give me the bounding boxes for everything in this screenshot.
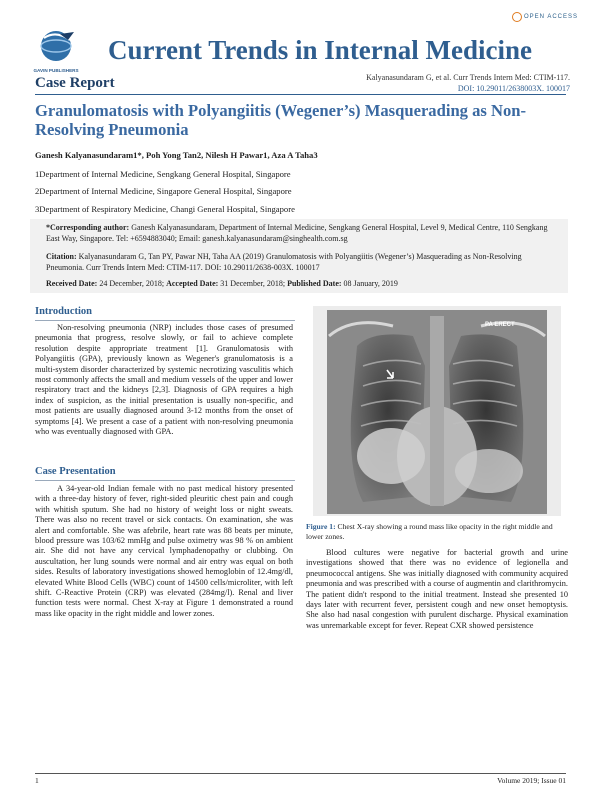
affiliation-3: 3Department of Respiratory Medicine, Changi General Hospital, Singapore: [35, 204, 295, 214]
volume-issue: Volume 2019; Issue 01: [497, 776, 566, 785]
page-number: 1: [35, 776, 39, 785]
logo-text: GAVIN PUBLISHERS: [33, 68, 79, 73]
author-list: Ganesh Kalyanasundaram1*, Poh Yong Tan2, Nilesh H Pawar1, Aza A Taha3: [35, 150, 318, 160]
article-dates: [46, 279, 558, 290]
article-info-box: [30, 219, 568, 293]
received-label: Received Date:: [46, 279, 98, 288]
citation-text: Kalyanasundaram G, Tan PY, Pawar NH, Taha AA (2019) Granulomatosis with Polyangiitis (Wegener’s) Masquerading as Non-Resolving Pneumonia. Curr Trends Intern Med: CTIM-117. DOI: 10.29011/2638-003X. 100017: [46, 252, 522, 272]
corresponding-author: [46, 223, 558, 244]
header-citation: Kalyanasundaram G, et al. Curr Trends Intern Med: CTIM-117.: [366, 73, 570, 82]
published-date: 08 January, 2019: [343, 279, 398, 288]
open-access-badge: [512, 12, 578, 22]
corresponding-author-text: Ganesh Kalyanasundaram, Department of Internal Medicine, Sengkang General Hospital, Level 9, Medical Centre, 110 Sengkang East Way, Singapore. Tel: +6594883040; Email: ganesh.kalyanasundaram@singhealth.com.sg: [46, 223, 548, 243]
accepted-label: Accepted Date:: [166, 279, 219, 288]
open-access-label: OPEN ACCESS: [523, 14, 578, 20]
accepted-date: 31 December, 2018;: [220, 279, 286, 288]
header-divider: [35, 94, 566, 95]
publisher-logo-icon: [30, 26, 86, 76]
affiliation-2: 2Department of Internal Medicine, Singapore General Hospital, Singapore: [35, 186, 292, 196]
affiliation-1: 1Department of Internal Medicine, Sengkang General Hospital, Singapore: [35, 169, 291, 179]
case-presentation-paragraph: A 34-year-old Indian female with no past medical history presented with a three-day history of fever, right-sided pleuritic chest pain and cough with whitish sputum. She had no history of weight loss or night sweats. There was also no recent travel or sick contacts. On examination, she was alert and comfortable. She was afebrile, heart rate was 88 beats per minute, blood pressure was 103/62 mmHg and pulse oximetry was 98 % on ambient air. She did not have any cervical lymphadenopathy or clubbing. On auscultation, her lung sounds were normal and air entry was equal on both sides. Results of laboratory investigations showed hemoglobin of 12.4mg/dl, elevated White Blood Cells (WBC) count of 14500 cells/microliter, with left shift. C-Reactive Protein (CRP) was elevated (284mg/l). Renal and liver function tests were normal. Chest X-ray at Figure 1 demonstrated a round mass like opacity in the right middle and lower zones.: [35, 484, 293, 618]
footer-divider: [35, 773, 566, 774]
xray-marker-label: PA ERECT: [485, 322, 515, 328]
citation-label: Citation:: [46, 252, 77, 261]
open-access-lock-icon: [512, 12, 522, 22]
figure-label: Figure 1:: [306, 522, 336, 531]
case-presentation-divider: [35, 480, 295, 481]
figure-caption: [306, 522, 568, 542]
received-date: 24 December, 2018;: [99, 279, 165, 288]
citation: [46, 252, 558, 273]
introduction-heading: Introduction: [35, 306, 92, 317]
corresponding-author-label: *Corresponding author:: [46, 223, 130, 232]
figure-caption-text: Chest X-ray showing a round mass like opacity in the right middle and lower zones.: [306, 522, 553, 541]
right-column-paragraph: Blood cultures were negative for bacterial growth and urine investigations showed that there was no evidence of legionella and pneumococcal antigens. She was initially diagnosed with community acquired pneumonia and was prescribed with a course of augmentin and clarithromycin. The patient didn't respond to the initial treatment. Instead she presented 10 days later with recurrent fever, persistent cough and new onset hemoptysis. She also had nasal congestion with purulent discharge. Physical examination was unremarkable except for fever. Repeat CXR showed persistence: [306, 548, 568, 630]
introduction-divider: [35, 320, 295, 321]
introduction-paragraph: Non-resolving pneumonia (NRP) includes those cases of presumed pneumonia that progress, resolve slowly, or fail to achieve complete resolution despite appropriate treatment [1]. Granulomatosis with Polyangiitis (GPA), previously known as Wegener's granulomatosis is a multi-system disorder characterized by systemic necrotizing vasculitis which most commonly affects the small and medium vessels of the upper and lower respiratory tract and the kidneys [2,3]. Diagnosis of GPA requires a high index of suspicion, as the initial presentation is usually non-specific, and most patients are usually diagnosed around 3-12 months from the onset of symptoms [4]. We present a case of a patient with non-resolving pneumonia who was eventually diagnosed with GPA.: [35, 323, 293, 437]
article-title: Granulomatosis with Polyangiitis (Wegener’s) Masquerading as Non-Resolving Pneumonia: [35, 101, 527, 139]
chest-xray-image: [313, 306, 561, 516]
case-presentation-heading: Case Presentation: [35, 466, 116, 477]
header-doi-link[interactable]: DOI: 10.29011/2638003X. 100017: [457, 84, 570, 93]
journal-title: Current Trends in Internal Medicine: [108, 35, 533, 65]
section-label: Case Report: [35, 75, 115, 91]
published-label: Published Date:: [287, 279, 342, 288]
